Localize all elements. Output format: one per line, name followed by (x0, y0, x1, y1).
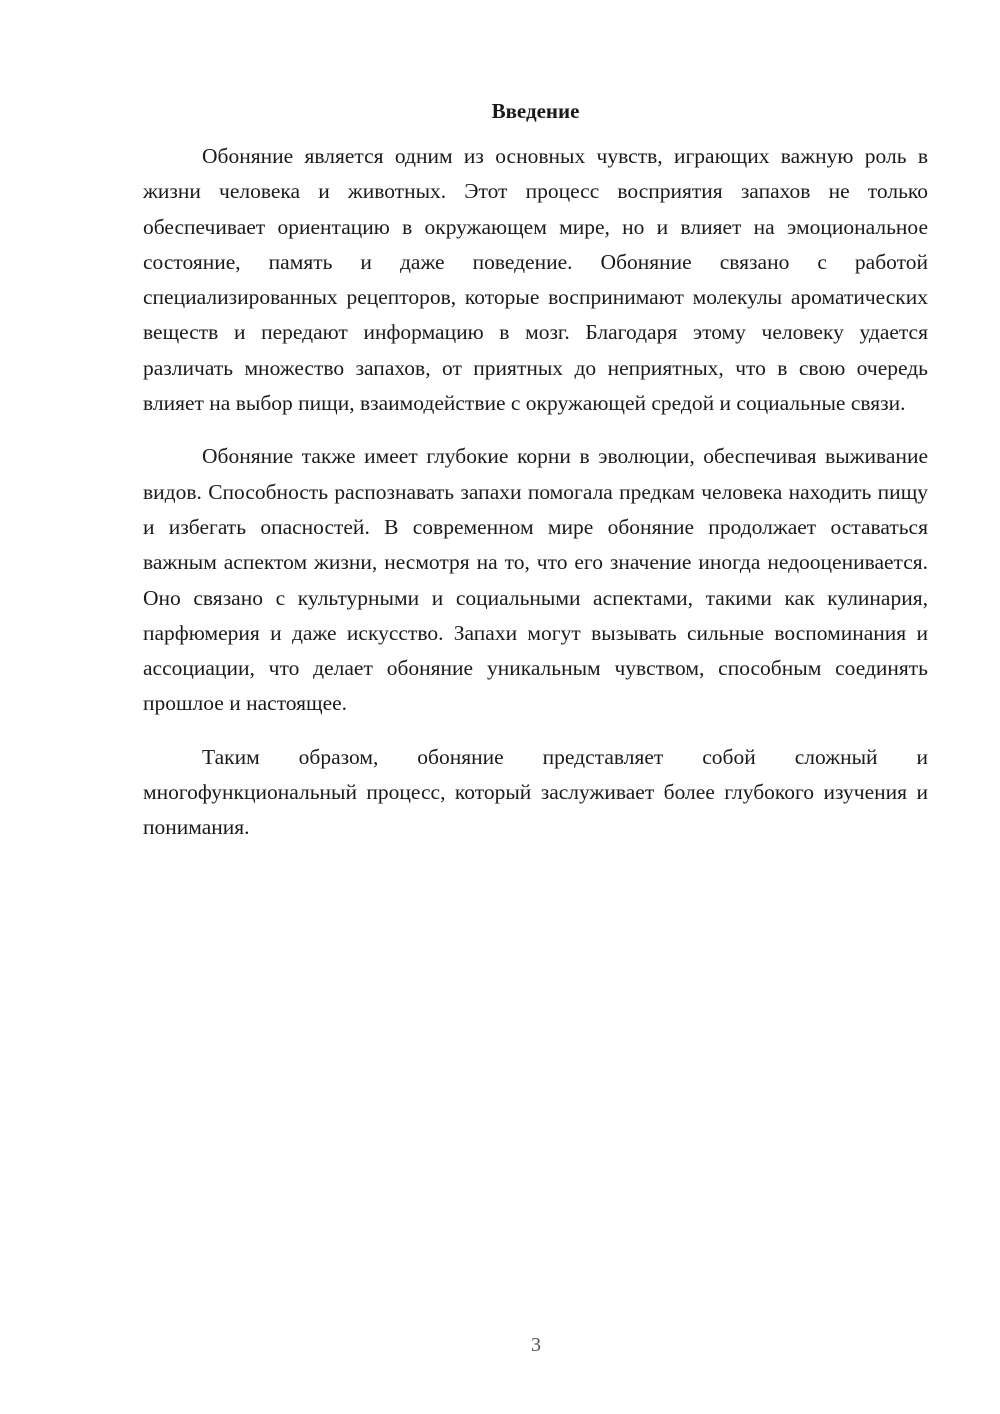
page-number: 3 (531, 1334, 541, 1356)
page-content (143, 95, 928, 846)
paragraph-1: Обоняние является одним из основных чувств, играющих важную роль в жизни человека и животных. Этот процесс восприятия запахов не только обеспечивает ориентацию в окружающем мире, но и влияет на эмоциональное состояние, память и даже поведение. Обоняние связано с работой специализированных рецепторов, которые воспринимают молекулы ароматических веществ и передают информацию в мозг. Благодаря этому человеку удается различать множество запахов, от приятных до неприятных, что в свою очередь влияет на выбор пищи, взаимодействие с окружающей средой и социальные связи. (143, 144, 928, 416)
page-title: Введение (491, 99, 580, 123)
paragraph-3: Таким образом, обоняние представляет собой сложный и многофункциональный процесс, который заслуживает более глубокого изучения и понимания. (143, 744, 928, 840)
paragraph-2: Обоняние также имеет глубокие корни в эволюции, обеспечивая выживание видов. Способность распознавать запахи помогала предкам человека находить пищу и избегать опасностей. В современном мире обоняние продолжает оставаться важным аспектом жизни, несмотря на то, что его значение иногда недооценивается. Оно связано с культурными и социальными аспектами, такими как кулинария, парфюмерия и даже искусство. Запахи могут вызывать сильные воспоминания и ассоциации, что делает обоняние уникальным чувством, способным соединять прошлое и настоящее. (143, 444, 928, 716)
